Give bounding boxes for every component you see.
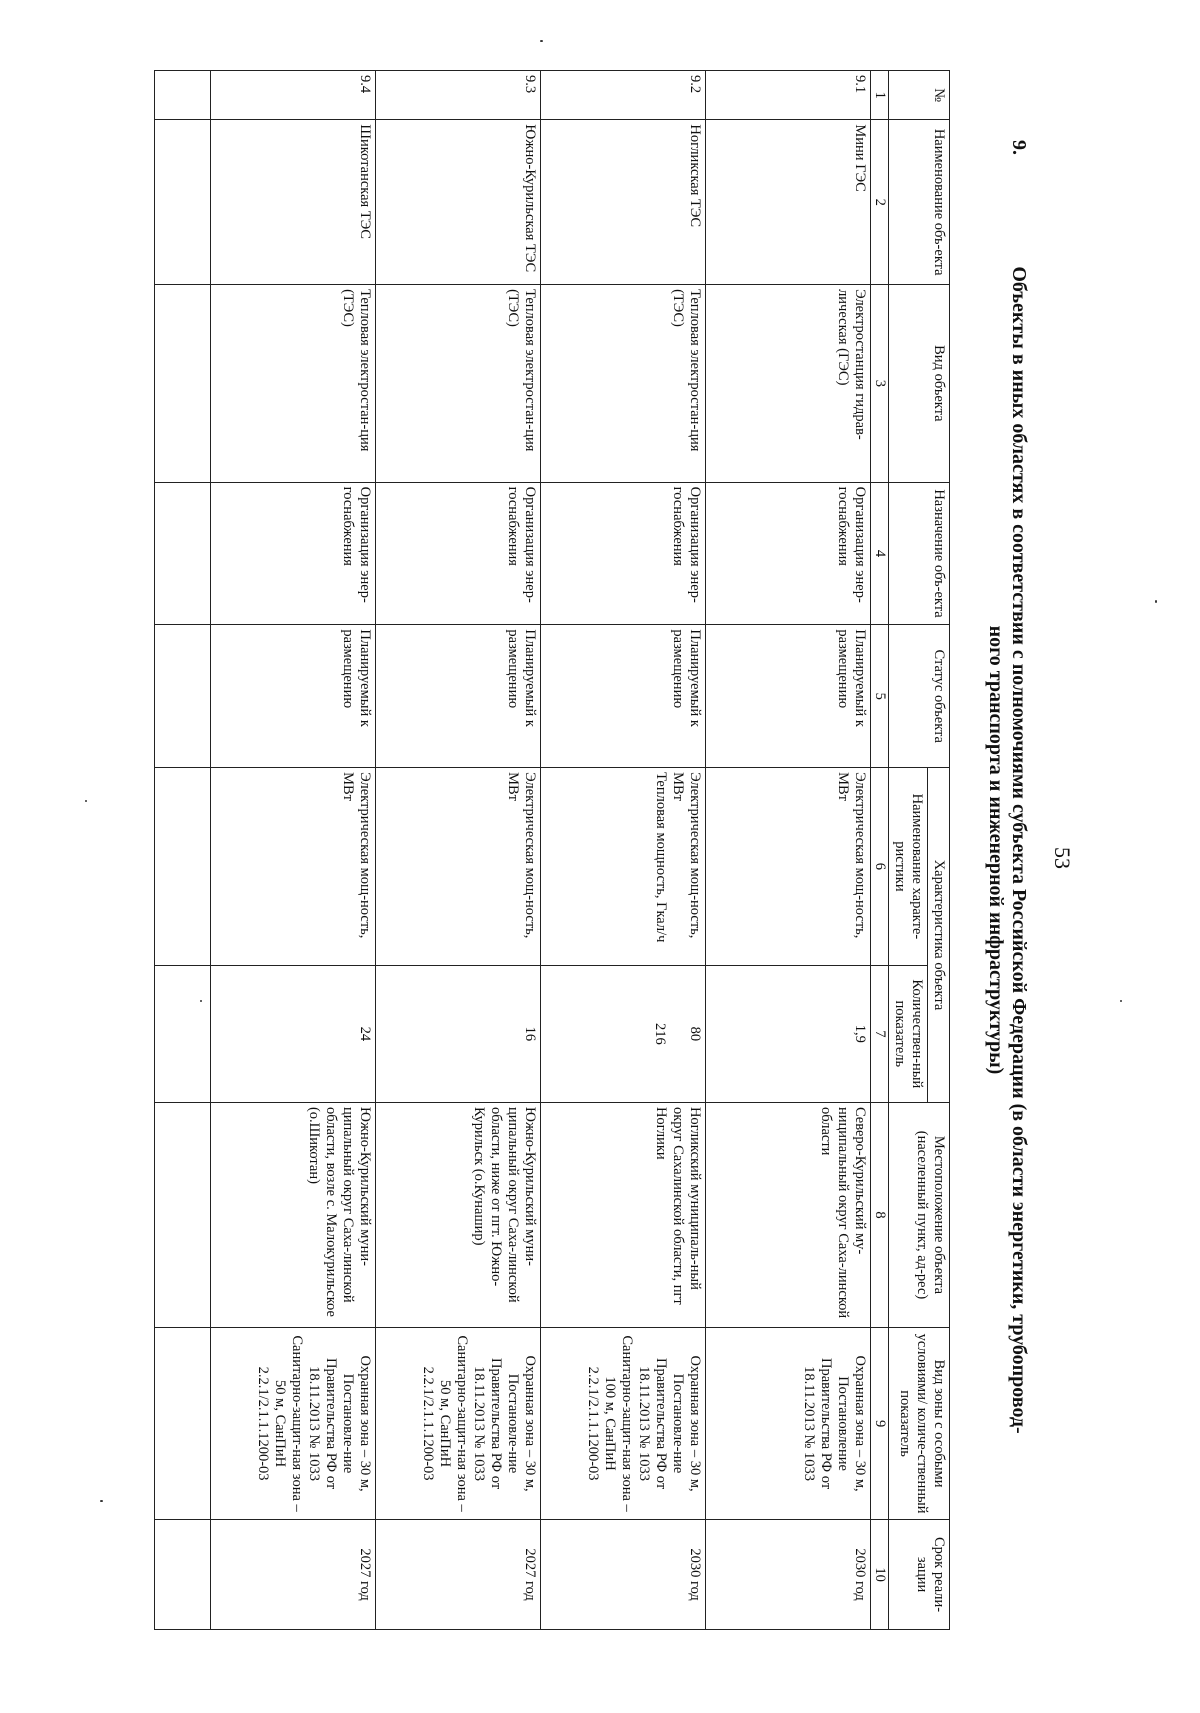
- empty-cell: [155, 71, 211, 120]
- column-number: 9: [871, 1328, 889, 1520]
- row-char-value: 1,9: [706, 965, 871, 1102]
- row-purpose: Организация энер-госнабжения: [541, 482, 706, 625]
- scan-speckle: [1120, 1000, 1122, 1002]
- header-characteristic: Характеристика объекта: [928, 768, 950, 1103]
- row-num: 9.3: [376, 71, 541, 120]
- row-char-name: Электрическая мощ-ность, МВт: [211, 768, 376, 966]
- header-purpose: Назначение объ-екта: [889, 482, 950, 625]
- row-location: Ногликский муниципаль-ный округ Сахалинской области, пгт Ноглики: [541, 1102, 706, 1327]
- row-status: Планируемый к размещению: [211, 625, 376, 768]
- empty-cell: [155, 965, 211, 1102]
- row-deadline: 2030 год: [706, 1520, 871, 1630]
- row-char-cell: [541, 768, 706, 966]
- row-num: 9.1: [706, 71, 871, 120]
- row-char-value: 80: [687, 1026, 703, 1042]
- empty-cell: [155, 120, 211, 285]
- section-number: 9.: [1008, 140, 1030, 155]
- column-number: 5: [871, 625, 889, 768]
- empty-cell: [155, 1520, 211, 1630]
- row-deadline: 2030 год: [541, 1520, 706, 1630]
- header-num: №: [889, 71, 950, 120]
- row-name: Шикотанская ТЭС: [211, 120, 376, 285]
- scan-speckle: [85, 800, 87, 802]
- row-char-name: Электрическая мощ-ность, МВт: [670, 772, 703, 939]
- header-status: Статус объекта: [889, 625, 950, 768]
- column-number: 1: [871, 71, 889, 120]
- row-purpose: Организация энер-госнабжения: [211, 482, 376, 625]
- row-name: Ногликская ТЭС: [541, 120, 706, 285]
- row-char-name: Электрическая мощ-ность, МВт: [376, 768, 541, 966]
- row-num: 9.2: [541, 71, 706, 120]
- row-location: Южно-Курильский муни-ципальный округ Саха-линской области, ниже от пгт. Южно-Курильск (о.Кунашир): [376, 1102, 541, 1327]
- row-location: Южно-Курильский муни-ципальный округ Саха-линской области, возле с. Малокурильское (о.Шикотан): [211, 1102, 376, 1327]
- table-row: [541, 71, 706, 1630]
- header-type: Вид объекта: [889, 285, 950, 483]
- row-type: Тепловая электростан-ция (ТЭС): [376, 285, 541, 483]
- rotated-page-content: [210, 70, 1030, 1630]
- row-purpose: Организация энер-госнабжения: [376, 482, 541, 625]
- column-number: 8: [871, 1102, 889, 1327]
- row-deadline: 2027 год: [376, 1520, 541, 1630]
- row-purpose: Организация энер-госнабжения: [706, 482, 871, 625]
- row-status: Планируемый к размещению: [376, 625, 541, 768]
- scan-speckle: [1155, 600, 1157, 603]
- scan-speckle: [540, 40, 543, 42]
- header-location: Местоположение объекта (населенный пункт, ад-рес): [889, 1102, 950, 1327]
- header-char-name: Наименование характе-ристики: [889, 768, 928, 966]
- row-num: 9.4: [211, 71, 376, 120]
- row-char-value-2: 216: [652, 1022, 668, 1045]
- row-location: Северо-Курильский му-ниципальный округ Саха-линской области: [706, 1102, 871, 1327]
- row-char-value: 16: [376, 965, 541, 1102]
- empty-cell: [155, 1328, 211, 1520]
- column-number: 3: [871, 285, 889, 483]
- row-char-name: Электрическая мощ-ность, МВт: [706, 768, 871, 966]
- objects-table: [154, 70, 950, 1630]
- scan-speckle: [200, 1000, 202, 1002]
- empty-cell: [155, 285, 211, 483]
- row-zone: Охранная зона – 30 м, Постановле-ние Правительства РФ от 18.11.2013 № 1033 Санитарно-защит-ная зона – 100 м, СанПиН 2.2.1/2.1.1.1200-03: [541, 1328, 706, 1520]
- column-number: 6: [871, 768, 889, 966]
- empty-cell: [155, 482, 211, 625]
- row-status: Планируемый к размещению: [706, 625, 871, 768]
- empty-row: [155, 71, 211, 1630]
- table-row: [706, 71, 871, 1630]
- row-type: Тепловая электростан-ция (ТЭС): [541, 285, 706, 483]
- empty-cell: [155, 1102, 211, 1327]
- table-row: [376, 71, 541, 1630]
- row-status: Планируемый к размещению: [541, 625, 706, 768]
- header-name: Наименование объ-екта: [889, 120, 950, 285]
- empty-cell: [155, 768, 211, 966]
- row-type: Электростанция гидрав-лическая (ГЭС): [706, 285, 871, 483]
- row-char-value-cell: [541, 965, 706, 1102]
- column-number: 4: [871, 482, 889, 625]
- column-number: 2: [871, 120, 889, 285]
- header-deadline: Срок реали-зации: [889, 1520, 950, 1630]
- row-type: Тепловая электростан-ция (ТЭС): [211, 285, 376, 483]
- column-number: 7: [871, 965, 889, 1102]
- heading-line-1: Объекты в иных областях в соответствии с полномочиями субъекта Российской Федерации (в области энергетики, трубопровод-: [1008, 266, 1030, 1434]
- scan-speckle: [100, 1500, 103, 1502]
- column-number: 10: [871, 1520, 889, 1630]
- row-name: Южно-Курильская ТЭС: [376, 120, 541, 285]
- column-number-row: [871, 71, 889, 1630]
- empty-cell: [155, 625, 211, 768]
- header-row: [928, 71, 950, 1630]
- row-name: Мини ГЭС: [706, 120, 871, 285]
- header-zone: Вид зоны с особыми условиями/ количе-ственный показатель: [889, 1328, 950, 1520]
- row-zone: Охранная зона – 30 м, Постановле-ние Правительства РФ от 18.11.2013 № 1033 Санитарно-защит-ная зона – 50 м, СанПиН 2.2.1/2.1.1.1200-03: [211, 1328, 376, 1520]
- heading-line-2: ного транспорта и инженерной инфраструктуры): [985, 625, 1007, 1075]
- page-number: 53: [1050, 847, 1075, 869]
- section-heading: [984, 70, 1030, 1630]
- header-char-value: Количествен-ный показатель: [889, 965, 928, 1102]
- row-deadline: 2027 год: [211, 1520, 376, 1630]
- row-char-value: 24: [211, 965, 376, 1102]
- row-char-name-2: Тепловая мощность, Гкал/ч: [653, 772, 669, 943]
- table-row: [211, 71, 376, 1630]
- row-zone: Охранная зона – 30 м, Постановление Правительства РФ от 18.11.2013 № 1033: [706, 1328, 871, 1520]
- row-zone: Охранная зона – 30 м, Постановле-ние Правительства РФ от 18.11.2013 № 1033 Санитарно-защит-ная зона – 50 м, СанПиН 2.2.1/2.1.1.1200-03: [376, 1328, 541, 1520]
